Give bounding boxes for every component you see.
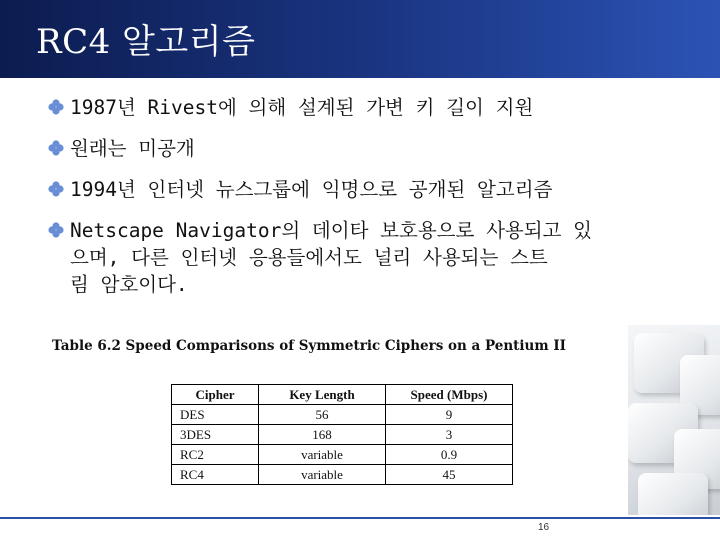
table-row — [172, 445, 513, 465]
key-shape — [638, 473, 708, 515]
table-cell: RC2 — [172, 445, 259, 465]
table-cell: 45 — [386, 465, 513, 485]
speed-comparison-table — [171, 384, 513, 485]
table-row — [172, 425, 513, 445]
column-header: Speed (Mbps) — [386, 385, 513, 405]
table-cell: 3 — [386, 425, 513, 445]
table-caption: Table 6.2 Speed Comparisons of Symmetric Ciphers on a Pentium II — [52, 338, 566, 354]
column-header: Cipher — [172, 385, 259, 405]
bullet-item — [48, 94, 678, 121]
table-cell: 168 — [259, 425, 386, 445]
table-cell: RC4 — [172, 465, 259, 485]
diamond-bullet-icon — [48, 222, 64, 238]
footer-divider — [0, 517, 720, 519]
title-bar — [0, 0, 720, 78]
table-row — [172, 405, 513, 425]
column-header: Key Length — [259, 385, 386, 405]
table-cell: 0.9 — [386, 445, 513, 465]
table-cell: 3DES — [172, 425, 259, 445]
bullet-text: 1994년 인터넷 뉴스그룹에 익명으로 공개된 알고리즘 — [70, 178, 553, 201]
bullet-item — [48, 217, 678, 298]
table-cell: DES — [172, 405, 259, 425]
keyboard-keys-decoration — [628, 325, 720, 515]
table-header-row — [172, 385, 513, 405]
diamond-bullet-icon — [48, 140, 64, 156]
diamond-bullet-icon — [48, 99, 64, 115]
bullet-item — [48, 135, 678, 162]
bullet-list — [48, 94, 678, 312]
bullet-item — [48, 176, 678, 203]
page-number: 16 — [538, 522, 550, 533]
table-cell: variable — [259, 445, 386, 465]
bullet-text: 원래는 미공개 — [70, 137, 195, 160]
slide-title: RC4 알고리즘 — [36, 22, 256, 62]
bullet-text: Netscape Navigator의 데이타 보호용으로 사용되고 있 으며, 다른 인터넷 응용들에서도 널리 사용되는 스트 림 암호이다. — [70, 219, 592, 296]
table-cell: 9 — [386, 405, 513, 425]
table-row — [172, 465, 513, 485]
table-cell: 56 — [259, 405, 386, 425]
bullet-text: 1987년 Rivest에 의해 설계된 가변 키 길이 지원 — [70, 96, 534, 119]
diamond-bullet-icon — [48, 181, 64, 197]
table-cell: variable — [259, 465, 386, 485]
